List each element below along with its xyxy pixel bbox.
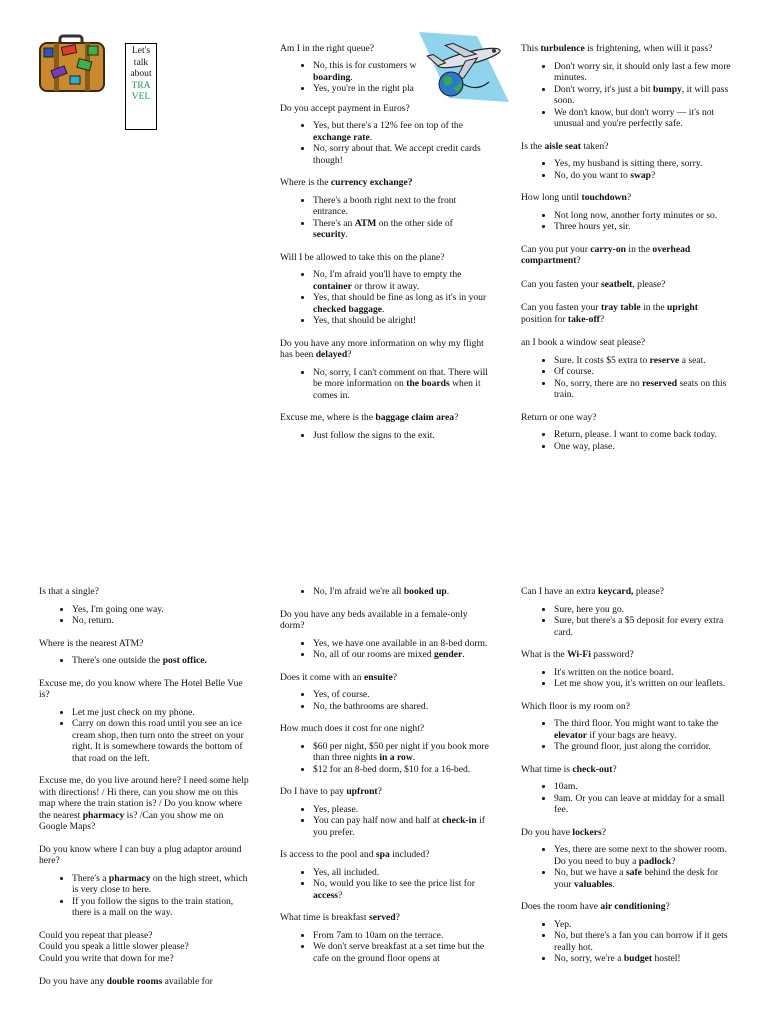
answer: • No, this is for customers w <box>313 60 421 72</box>
answer: • Return, please. I want to come back today. <box>554 429 731 441</box>
lets-talk-about-travel-box <box>125 43 157 130</box>
answer-list <box>280 638 490 661</box>
answer: • Just follow the signs to the exit. <box>313 430 490 442</box>
column-2-bottom <box>280 586 490 975</box>
question: Is that a single? <box>39 586 99 597</box>
answer: • One way, plase. <box>554 441 731 453</box>
answer-list <box>280 867 490 902</box>
answer-list <box>521 604 731 639</box>
answer-list <box>521 61 731 130</box>
answer: • No, I'm afraid you'll have to empty the container or throw it away. <box>313 269 490 292</box>
answer-list <box>521 844 731 890</box>
column-3-top <box>521 43 731 463</box>
answer: • Carry on down this road until you see an ice cream shop, then turn onto the street on your right. It is somewhere towards the bottom of that road on the left. <box>72 718 249 764</box>
answer: • Don't worry sir, it should only last a few more minutes. <box>554 61 731 84</box>
question: Which floor is my room on? <box>521 700 630 712</box>
question: Am I in the right queue? <box>280 43 375 54</box>
answer-list <box>280 120 490 166</box>
answer-list <box>521 718 731 753</box>
answer-list <box>521 429 731 452</box>
answer: • The ground floor, just along the corridor. <box>554 741 731 753</box>
answer: • Three hours yet, sir. <box>554 221 731 233</box>
answer: • No, sorry about that. We accept credit cards though! <box>313 143 490 166</box>
answer: • No, sorry, there are no reserved seats on this train. <box>554 378 731 401</box>
answer: • Yes, you're in the right pla <box>313 83 421 95</box>
answer-list <box>521 781 731 816</box>
answer-list <box>39 873 249 919</box>
answer-list <box>521 667 731 690</box>
answer: • There's an ATM on the other side of security. <box>313 218 490 241</box>
question: Does it come with an ensuite? <box>280 671 397 683</box>
question: Excuse me, do you know where The Hotel Belle Vue is? <box>39 677 243 700</box>
question: Do you have lockers? <box>521 826 606 838</box>
answer: • Yes, that should be alright! <box>313 315 490 327</box>
clipped-answers <box>284 60 421 104</box>
answer: • Sure, but there's a $5 deposit for every extra card. <box>554 615 731 638</box>
answer: • Yes, that should be fine as long as it's in your checked baggage. <box>313 292 490 315</box>
answer-list <box>521 158 731 181</box>
answer: • Not long now, another forty minutes or so. <box>554 210 731 222</box>
answer: • 10am. <box>554 781 731 793</box>
question: What is the Wi-Fi password? <box>521 649 634 660</box>
answer: • Yes, there are some next to the shower room. Do you need to buy a padlock? <box>554 844 731 867</box>
answer-list <box>280 741 490 776</box>
question: Will I be allowed to take this on the plane? <box>280 251 445 263</box>
answer: • You can pay half now and half at check-in if you prefer. <box>313 815 490 838</box>
answer: • No, sorry, I can't comment on that. There will be more information on the boards when it comes in. <box>313 367 490 402</box>
answer-list <box>521 919 731 965</box>
answer: • Of course. <box>554 366 731 378</box>
answer: • No, sorry, we're a budget hostel! <box>554 953 731 965</box>
title-word-travel: VEL <box>131 91 151 102</box>
answer: • Don't worry, it's just a bit bumpy, it will pass soon. <box>554 84 731 107</box>
answer: • There's a booth right next to the front entrance. <box>313 195 490 218</box>
answer-list <box>280 804 490 839</box>
answer: • Let me just check on my phone. <box>72 707 249 719</box>
answer: • $12 for an 8-bed dorm, $10 for a 16-bed. <box>313 764 490 776</box>
answer: • No, but we have a safe behind the desk for your valuables. <box>554 867 731 890</box>
answer: • Yep. <box>554 919 731 931</box>
answer: • Sure, here you go. <box>554 604 731 616</box>
suitcase-clipart <box>38 34 106 94</box>
column-3-bottom <box>521 586 731 976</box>
answer-list <box>284 60 421 95</box>
answer: • Yes, we have one available in an 8-bed dorm. <box>313 638 490 650</box>
answer-list <box>521 355 731 401</box>
question: an I book a window seat please? <box>521 337 646 348</box>
answer-list <box>280 195 490 241</box>
question: What time is check-out? <box>521 763 617 775</box>
question: Could you write that down for me? <box>39 952 174 964</box>
question: Excuse me, where is the baggage claim area? <box>280 412 459 423</box>
answer: • Yes, please. <box>313 804 490 816</box>
answer: boarding. <box>313 71 353 83</box>
answer: • From 7am to 10am on the terrace. <box>313 930 490 942</box>
answer-list <box>39 707 249 765</box>
answer: • No, I'm afraid we're all booked up. <box>313 586 490 598</box>
question: Could you repeat that please? <box>39 929 153 941</box>
question: Where is the currency exchange? <box>280 177 413 188</box>
answer-list <box>39 604 249 627</box>
answer: • There's one outside the post office. <box>72 655 249 667</box>
question: Can you fasten your seatbelt, please? <box>521 278 666 290</box>
answer: • No, would you like to see the price list for access? <box>313 878 490 901</box>
answer: • Yes, I'm going one way. <box>72 604 249 616</box>
answer-list <box>39 655 249 667</box>
question: Do you have any double rooms available for <box>39 976 213 987</box>
question: Excuse me, do you live around here? I need some help with directions! / Hi there, can you show me on this map where the train station is? / Do you know where the nearest pharmacy is? /Can you show me on Google Maps? <box>39 775 249 832</box>
column-1-bottom <box>39 586 249 994</box>
question: Do you accept payment in Euros? <box>280 102 410 114</box>
answer: • The third floor. You might want to take the elevator if your bags are heavy. <box>554 718 731 741</box>
answer: • $60 per night, $50 per night if you book more than three nights in a row. <box>313 741 490 764</box>
question: Do you have any more information on why my flight has been delayed? <box>280 337 484 360</box>
column-2-top <box>280 43 490 452</box>
answer: • No, all of our rooms are mixed gender. <box>313 649 490 661</box>
answer: • Let me show you, it's written on our leaflets. <box>554 678 731 690</box>
answer: • No, do you want to swap? <box>554 170 731 182</box>
question: Is the aisle seat taken? <box>521 140 609 152</box>
question: How much does it cost for one night? <box>280 723 425 734</box>
question: Can you fasten your tray table in the upright position for take-off? <box>521 302 698 325</box>
question: This turbulence is frightening, when will it pass? <box>521 43 713 54</box>
answer: • Yes, but there's a 12% fee on top of the exchange rate. <box>313 120 490 143</box>
question: Do I have to pay upfront? <box>280 786 382 797</box>
question: Can I have an extra keycard, please? <box>521 586 665 597</box>
answer: • Sure. It costs $5 extra to reserve a seat. <box>554 355 731 367</box>
title-word: about <box>130 68 152 79</box>
answer: • If you follow the signs to the train station, there is a mall on the way. <box>72 896 249 919</box>
answer-list <box>521 210 731 233</box>
question: Is access to the pool and spa included? <box>280 849 430 860</box>
question: What time is breakfast served? <box>280 912 400 923</box>
answer-list <box>280 269 490 327</box>
answer-list <box>280 586 490 598</box>
answer-list <box>280 367 490 402</box>
question: Return or one way? <box>521 411 597 423</box>
answer-list <box>280 689 490 712</box>
answer: • Yes, all included. <box>313 867 490 879</box>
title-word-travel: TRA <box>131 79 151 91</box>
answer: • There's a pharmacy on the high street, which is very close to here. <box>72 873 249 896</box>
answer: • No, the bathrooms are shared. <box>313 701 490 713</box>
question: Do you have any beds available in a female-only dorm? <box>280 608 468 631</box>
answer: • No, return. <box>72 615 249 627</box>
question: Where is the nearest ATM? <box>39 637 144 649</box>
answer: • 9am. Or you can leave at midday for a small fee. <box>554 793 731 816</box>
answer-list <box>280 430 490 442</box>
question: Could you speak a little slower please? <box>39 941 189 952</box>
question: Do you know where I can buy a plug adaptor around here? <box>39 843 242 866</box>
answer: • Yes, my husband is sitting there, sorry. <box>554 158 731 170</box>
question: Does the room have air conditioning? <box>521 901 670 912</box>
answer: • Yes, of course. <box>313 689 490 701</box>
title-word: Let's <box>131 45 151 56</box>
answer: • We don't know, but don't worry — it's not unusual and you're perfectly safe. <box>554 107 731 130</box>
answer-list <box>280 930 490 965</box>
title-word: talk <box>133 56 149 68</box>
answer: • We don't serve breakfast at a set time but the cafe on the ground floor opens at <box>313 941 490 964</box>
answer: • No, but there's a fan you can borrow if it gets really hot. <box>554 930 731 953</box>
question: How long until touchdown? <box>521 192 632 203</box>
question: Can you put your carry-on in the overhead compartment? <box>521 243 691 266</box>
answer: • It's written on the notice board. <box>554 667 731 679</box>
